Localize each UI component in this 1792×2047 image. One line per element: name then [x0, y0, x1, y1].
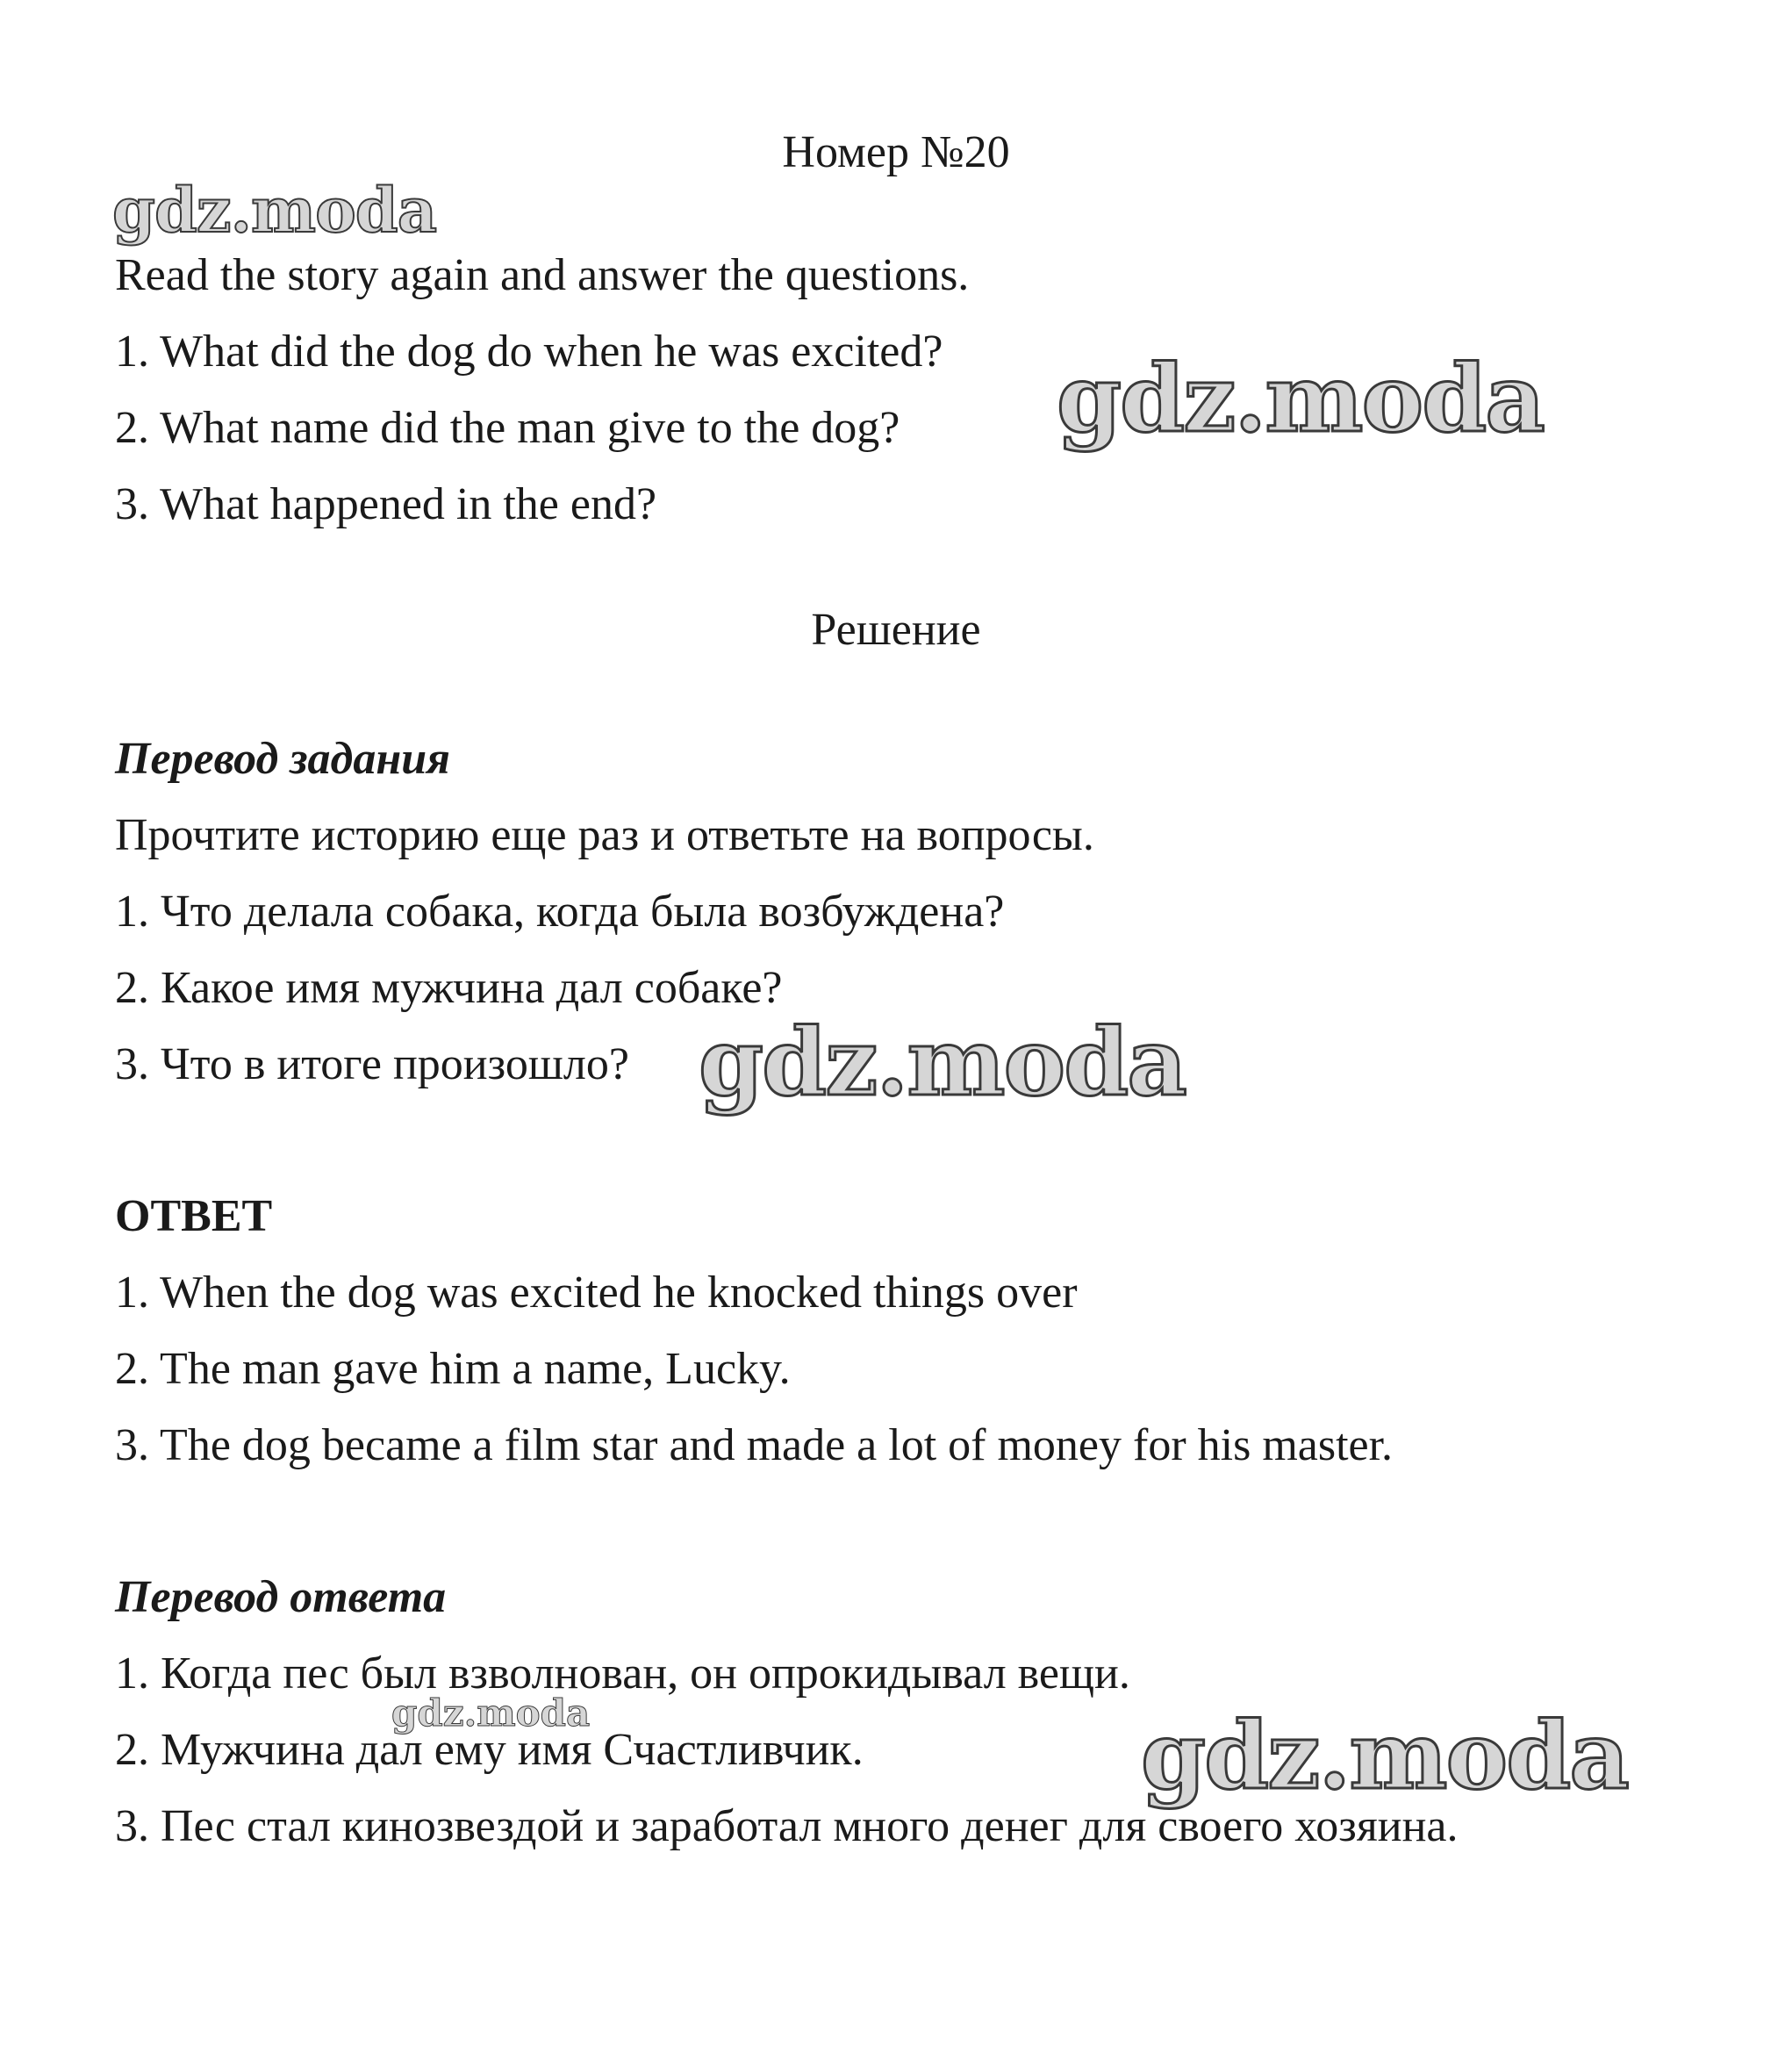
- task-translation-intro: Прочтите историю еще раз и ответьте на вопросы.: [115, 810, 1094, 860]
- task-translation-question-2: 2. Какое имя мужчина дал собаке?: [115, 963, 783, 1013]
- task-intro: Read the story again and answer the questions.: [115, 250, 970, 300]
- answer-item-3: 3. The dog became a film star and made a lot of money for his master.: [115, 1420, 1394, 1470]
- task-question-1: 1. What did the dog do when he was excited?: [115, 327, 943, 377]
- watermark-top-left: gdz.moda: [112, 174, 437, 247]
- task-translation-heading: Перевод задания: [115, 734, 450, 784]
- task-translation-question-1: 1. Что делала собака, когда была возбуждена?: [115, 887, 1005, 937]
- task-translation-question-3: 3. Что в итоге произошло?: [115, 1039, 629, 1089]
- answer-heading: ОТВЕТ: [115, 1191, 273, 1241]
- solution-heading: Решение: [811, 605, 981, 655]
- page-title: Номер №20: [782, 127, 1010, 177]
- answer-item-2: 2. The man gave him a name, Lucky.: [115, 1344, 791, 1394]
- answer-translation-item-3: 3. Пес стал кинозвездой и заработал много денег для своего хозяина.: [115, 1801, 1459, 1851]
- watermark-bottom-right: gdz.moda: [1141, 1700, 1628, 1810]
- watermark-middle: gdz.moda: [699, 1007, 1186, 1117]
- answer-translation-heading: Перевод ответа: [115, 1572, 447, 1622]
- answer-translation-item-1: 1. Когда пес был взволнован, он опрокидывал вещи.: [115, 1648, 1130, 1699]
- answer-translation-item-2: 2. Мужчина дал ему имя Счастливчик.: [115, 1725, 864, 1775]
- task-question-3: 3. What happened in the end?: [115, 479, 657, 529]
- task-question-2: 2. What name did the man give to the dog?: [115, 403, 900, 453]
- watermark-top-right: gdz.moda: [1057, 343, 1544, 453]
- watermark-small-bottom: gdz.moda: [391, 1691, 591, 1735]
- answer-item-1: 1. When the dog was excited he knocked things over: [115, 1268, 1078, 1318]
